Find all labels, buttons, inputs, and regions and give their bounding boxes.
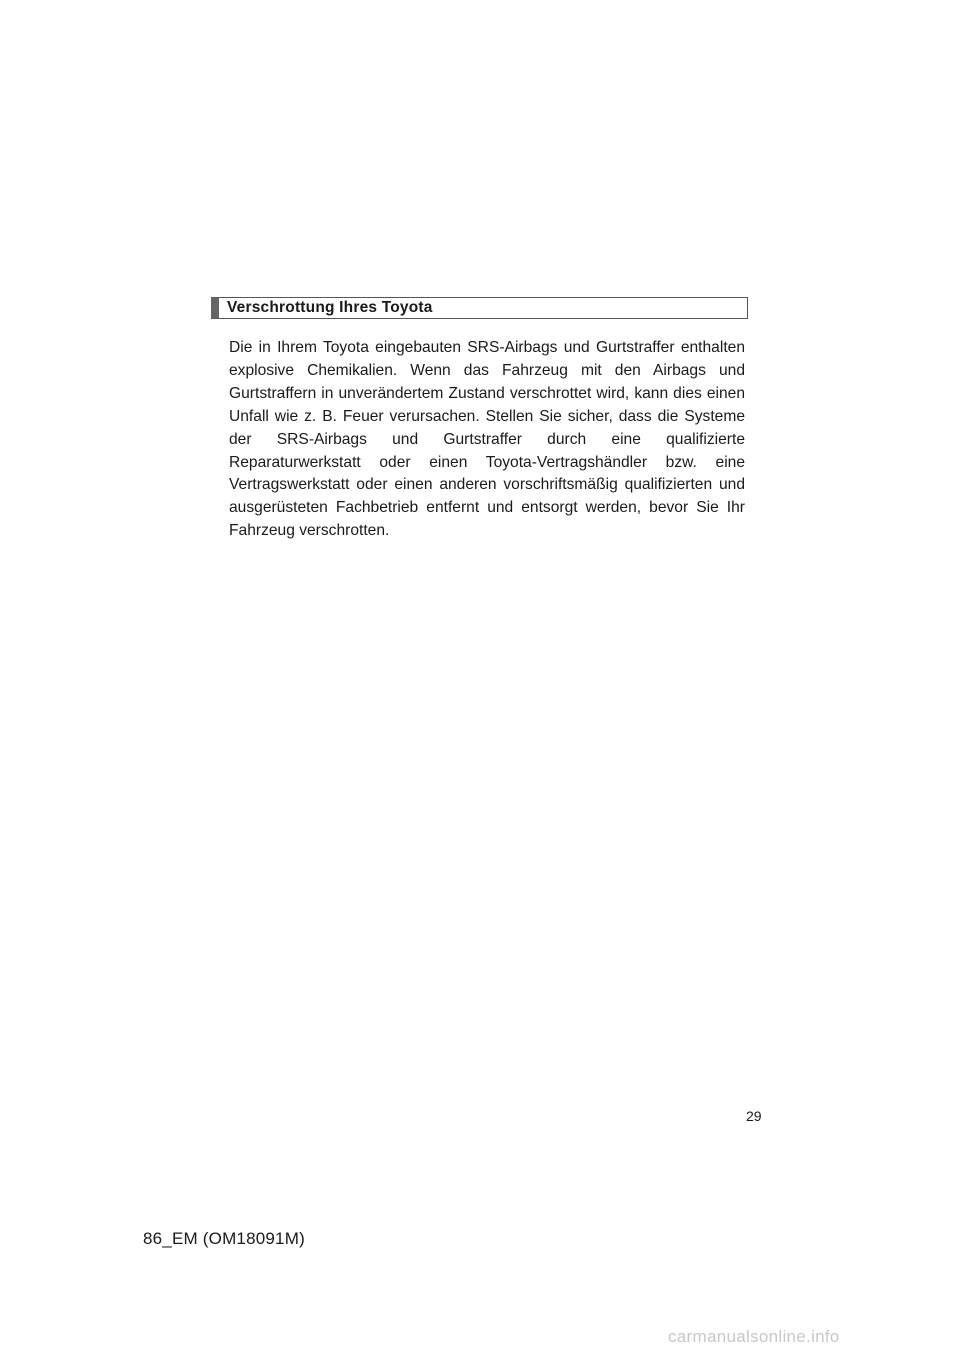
body-paragraph: Die in Ihrem Toyota eingebauten SRS-Airbags und Gurtstraffer enthalten explosive Chemikalien. Wenn das Fahrzeug mit den Airbags und Gurtstraffern in unverändertem Zustand verschrottet wird, kann dies einen Unfall wie z. B. Feuer verursachen. Stellen Sie sicher, dass die Systeme der SRS-Airbags und Gurtstraffer durch eine qualifizierte Reparaturwerkstatt oder einen Toyota-Vertragshändler bzw. eine Vertragswerkstatt oder einen anderen vorschriftsmäßig qualifizierten und ausgerüsteten Fachbetrieb entfernt und entsorgt werden, bevor Sie Ihr Fahrzeug verschrotten. <box>229 339 745 540</box>
section-header <box>211 297 748 319</box>
document-code: 86_EM (OM18091M) <box>143 1229 305 1248</box>
page-number: 29 <box>746 1108 762 1124</box>
watermark-text: carmanualsonline.info <box>668 1327 840 1346</box>
section-title: Verschrottung Ihres Toyota <box>227 299 433 316</box>
